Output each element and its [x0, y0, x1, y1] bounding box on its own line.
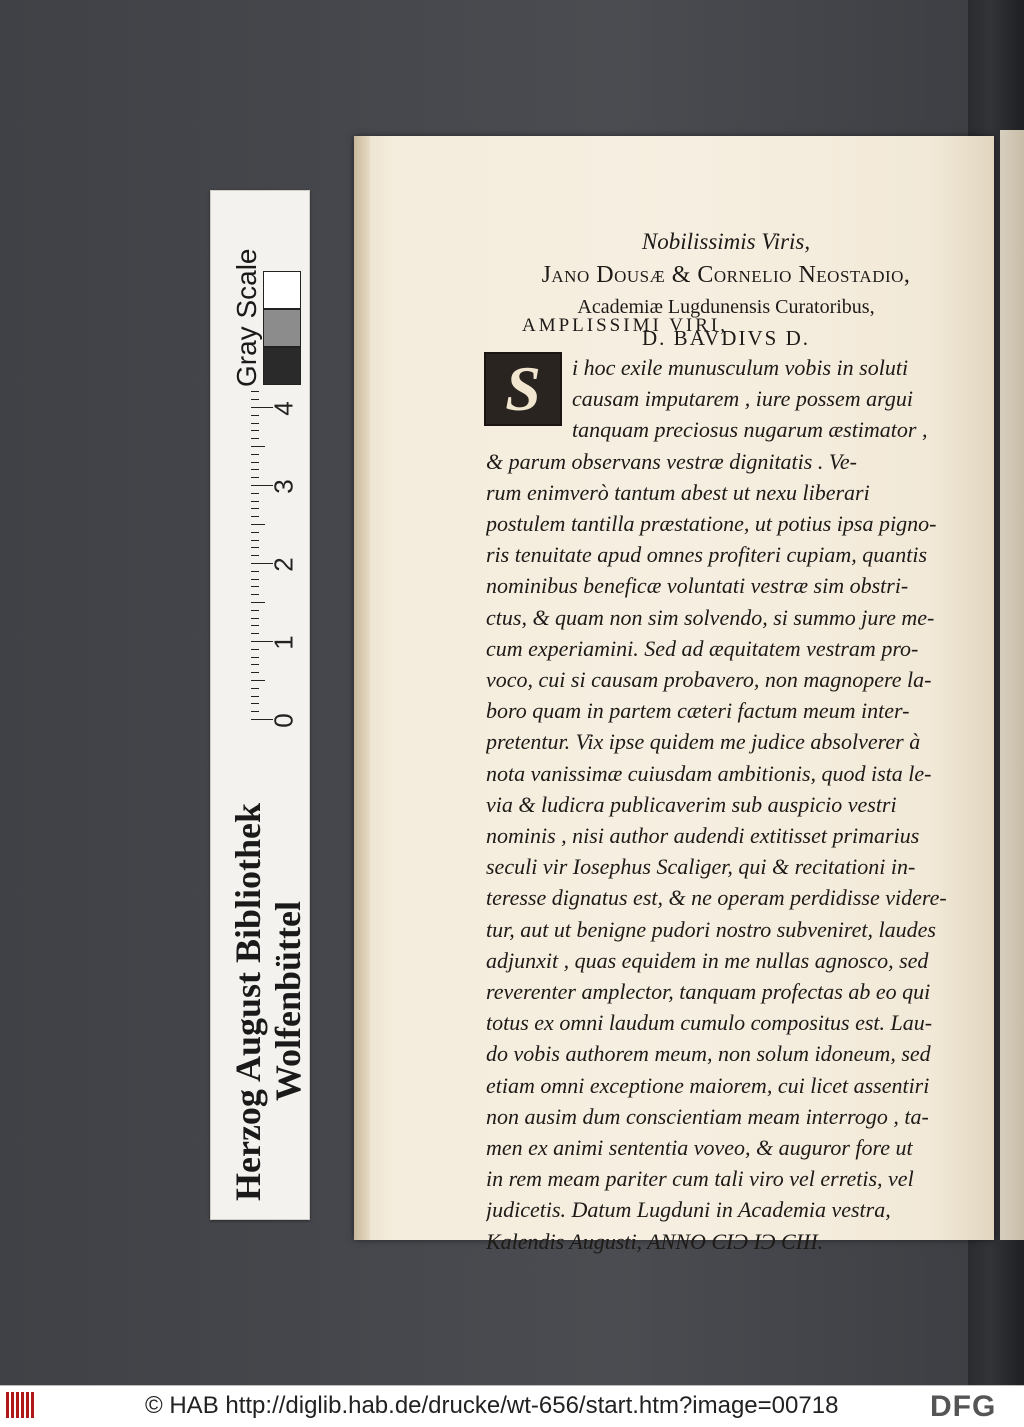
text-line: men ex animi sententia voveo, & auguror fore ut	[486, 1135, 913, 1160]
page-gutter	[354, 136, 370, 1240]
ruler-tick	[251, 672, 259, 673]
ruler-tick	[251, 680, 265, 681]
ruler-tick	[251, 391, 259, 392]
ruler-tick	[251, 462, 259, 463]
hab-logo-icon	[6, 1392, 42, 1420]
text-line: etiam omni exceptione maiorem, cui licet assentiri	[486, 1072, 930, 1098]
ruler-number-1: 1	[268, 635, 299, 650]
ruler-tick	[251, 703, 259, 704]
ruler-number-4: 4	[268, 401, 299, 416]
text-line: in rem meam pariter cum tali viro vel erretis, vel	[486, 1166, 914, 1192]
ruler-tick	[251, 571, 259, 572]
text-line: Kalendis Augusti, ANNO CIϽ IϽ CIII.	[486, 1228, 824, 1254]
ruler-tick	[251, 446, 265, 447]
heading-line-3: Academiæ Lugdunensis Curatoribus,	[577, 296, 875, 318]
gray-swatch-white	[263, 271, 301, 309]
drop-cap-initial: S	[484, 352, 562, 426]
text-line: ctus, & quam non sim solvendo, si summo jure me-	[486, 604, 935, 630]
ruler-tick	[251, 633, 259, 634]
text-line: do vobis authorem meum, non solum idoneum, sed	[486, 1041, 931, 1067]
ruler-tick	[251, 508, 259, 509]
heading-line-2: Jano Dousæ & Cornelio Neostadio,	[541, 262, 911, 288]
text-line: teresse dignatus est, & ne operam perdidisse videre-	[486, 885, 947, 911]
text-line: postulem tantilla præstatione, ut potius ipsa pigno-	[486, 511, 937, 536]
ruler-tick	[251, 547, 259, 548]
text-line: nominibus beneficæ voluntati vestræ sim obstri-	[486, 573, 909, 599]
ruler-tick	[251, 477, 259, 478]
text-line: & parum observans vestræ dignitatis . Ve-	[486, 448, 857, 474]
text-line: judicetis. Datum Lugduni in Academia vestra,	[486, 1197, 891, 1223]
ruler-tick	[251, 524, 265, 525]
ruler-tick	[251, 555, 259, 556]
text-line: reverenter amplector, tanquam profectas ab eo qui	[486, 979, 931, 1004]
color-ruler	[210, 190, 310, 1220]
ruler-tick	[251, 610, 259, 611]
text-line: boro quam in partem cæteri factum meum inter-	[486, 698, 910, 724]
salutation: AMPLISSIMI VIRI,	[522, 315, 729, 336]
text-line: cum experiamini. Sed ad æquitatem vestram pro-	[486, 635, 919, 661]
text-line: tanquam preciosus nugarum æstimator ,	[572, 417, 928, 443]
ruler-tick	[251, 415, 259, 416]
ruler-tick	[251, 469, 259, 470]
ruler-tick	[251, 625, 259, 626]
ruler-tick	[251, 602, 265, 603]
ruler-tick	[251, 649, 259, 650]
gray-swatch-mid	[263, 309, 301, 347]
ruler-tick	[251, 618, 259, 619]
adjacent-page-edge	[1000, 130, 1024, 1240]
text-line: i hoc exile munusculum vobis in soluti	[572, 355, 909, 380]
ruler-tick	[251, 430, 259, 431]
text-line: totus ex omni laudum cumulo compositus est. Lau-	[486, 1010, 933, 1036]
ruler-tick	[251, 594, 259, 595]
ruler-tick	[251, 399, 259, 400]
ruler-tick	[251, 664, 259, 665]
ruler-tick	[251, 586, 259, 587]
text-line: adjunxit , quas equidem in me nullas agnosco, sed	[486, 947, 929, 973]
ruler-tick	[251, 688, 259, 689]
text-line: pretentur. Vix ipse quidem me judice absolverer à	[486, 729, 921, 755]
text-line: nominis , nisi author audendi extitisset primarius	[486, 823, 920, 848]
ruler-number-2: 2	[268, 557, 299, 572]
ruler-number-3: 3	[268, 479, 299, 494]
gray-scale-label: Gray Scale	[231, 248, 262, 387]
heading-line-4: D. BAVDIVS D.	[642, 326, 810, 350]
ruler-tick	[251, 438, 259, 439]
text-line: ris tenuitate apud omnes profiteri cupiam, quantis	[486, 542, 927, 568]
ruler-tick	[251, 657, 259, 658]
ruler-tick	[251, 532, 259, 533]
ruler-tick	[251, 516, 259, 517]
ruler-tick	[251, 696, 259, 697]
ruler-tick	[251, 540, 259, 541]
ruler-tick	[251, 501, 259, 502]
ruler-tick	[251, 711, 259, 712]
ruler-number-0: 0	[268, 713, 299, 728]
text-line: rum enimverò tantum abest ut nexu liberari	[486, 479, 870, 505]
gray-swatch-dark	[263, 347, 301, 385]
text-line: via & ludicra publicaverim sub auspicio vestri	[486, 791, 897, 817]
text-line: non ausim dum conscientiam meam interrogo , ta-	[486, 1103, 929, 1129]
ruler-institution-line2: Wolfenbüttel	[268, 900, 308, 1101]
text-line: tur, aut ut benigne pudori nostro subveniret, laudes	[486, 916, 936, 942]
ruler-tick	[251, 493, 259, 494]
text-line: voco, cui si causam probavero, non magnopere la-	[486, 667, 932, 692]
ruler-tick	[251, 579, 259, 580]
footer-bar	[0, 1385, 1024, 1427]
text-line: nota vanissimæ cuiusdam ambitionis, quod ista le-	[486, 760, 932, 786]
footer-copyright-url[interactable]: © HAB http://diglib.hab.de/drucke/wt-656/start.htm?image=00718	[145, 1392, 839, 1419]
ruler-institution-line1: Herzog August Bibliothek	[228, 802, 268, 1201]
ruler-tick	[251, 454, 259, 455]
dfg-logo: DFG	[930, 1390, 997, 1423]
text-line: causam imputarem , iure possem argui	[572, 386, 913, 412]
ruler-tick	[251, 423, 259, 424]
heading-line-1: Nobilissimis Viris,	[641, 229, 811, 254]
text-line: seculi vir Iosephus Scaliger, qui & recitationi in-	[486, 854, 916, 880]
